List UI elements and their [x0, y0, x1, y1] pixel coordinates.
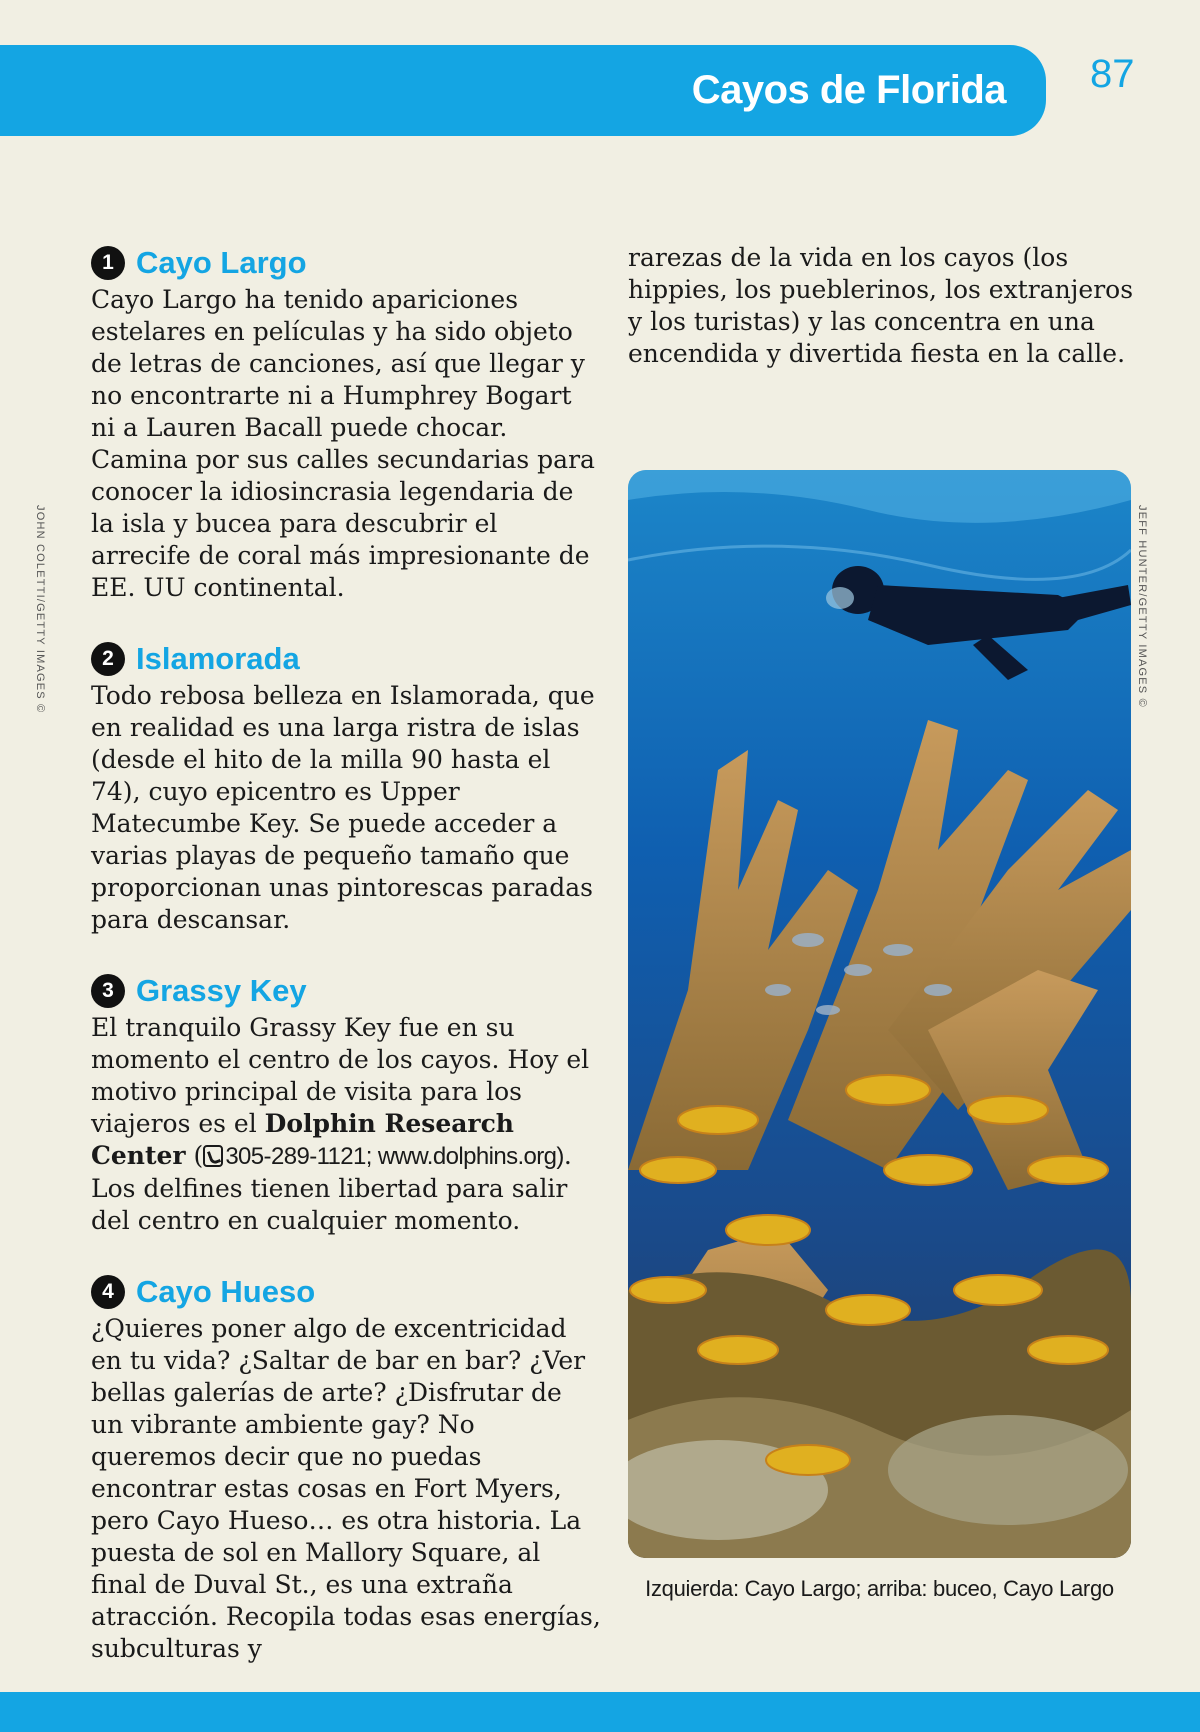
paren-open: (: [185, 1141, 204, 1170]
section-title: Grassy Key: [136, 973, 307, 1008]
section-title: Cayo Hueso: [136, 1274, 316, 1309]
section-title: Islamorada: [136, 641, 300, 676]
left-column: [91, 242, 601, 1699]
right-column: [628, 242, 1138, 370]
section-body: Todo rebosa belleza en Islamorada, que en realidad es una larga ristra de islas (desde el hito de la milla 90 hasta el 74), cuyo epicentro es Upper Matecumbe Key. Se puede acceder a varias playas de pequeño tamaño que proporcionan unas pintorescas paradas para descansar.: [91, 681, 595, 934]
section-number-badge: 2: [91, 642, 125, 676]
section-cayo-hueso: [91, 1271, 601, 1665]
section-body: ¿Quieres poner algo de excentricidad en tu vida? ¿Saltar de bar en bar? ¿Ver bellas galerías de arte? ¿Disfrutar de un vibrante ambiente gay? No queremos decir que no puedas encontrar estas cosas en Fort Myers, pero Cayo Hueso… es otra historia. La puesta de sol en Mallory Square, al final de Duval St., es una extraña atracción. Recopila todas esas energías, subculturas y: [91, 1314, 601, 1663]
page-number: 87: [1090, 52, 1135, 96]
section-cayo-largo: [91, 242, 601, 604]
body-text-after: . Los delfines tienen libertad para salir del centro en cualquier momento.: [91, 1141, 572, 1235]
section-number-badge: 3: [91, 974, 125, 1008]
phone-icon: [203, 1145, 223, 1167]
phone-number: 305-289-1121: [225, 1143, 366, 1170]
header-band: [0, 45, 1046, 136]
section-grassy-key: [91, 970, 601, 1237]
chapter-title: Cayos de Florida: [691, 68, 1006, 112]
section-title: Cayo Largo: [136, 245, 307, 280]
continued-text: rarezas de la vida en los cayos (los hippies, los pueblerinos, los extranjeros y los turistas) y las concentra en una encendida y divertida fiesta en la calle.: [628, 243, 1134, 368]
footer-band: [0, 1692, 1200, 1732]
section-islamorada: [91, 638, 601, 936]
section-body: [91, 1012, 601, 1237]
body-text-before: El tranquilo Grassy Key fue en su momento el centro de los cayos. Hoy el motivo principal de visita para los viajeros es el: [91, 1013, 590, 1138]
section-body: Cayo Largo ha tenido apariciones estelares en películas y ha sido objeto de letras de canciones, así que llegar y no encontrarte ni a Humphrey Bogart ni a Lauren Bacall puede chocar. Camina por sus calles secundarias para conocer la idiosincrasia legendaria de la isla y bucea para descubrir el arrecife de coral más impresionante de EE. UU continental.: [91, 285, 595, 602]
section-number-badge: 4: [91, 1275, 125, 1309]
website-link[interactable]: ; www.dolphins.org): [365, 1143, 564, 1170]
photo-credit-left: JOHN COLETTI/GETTY IMAGES ©: [34, 505, 46, 714]
dolphin-research-center-name: Dolphin Research Center: [91, 1109, 514, 1170]
photo-caption: Izquierda: Cayo Largo; arriba: buceo, Cayo Largo: [645, 1576, 1114, 1601]
section-number-badge: 1: [91, 246, 125, 280]
photo-credit-right: JEFF HUNTER/GETTY IMAGES ©: [1136, 505, 1148, 708]
reef-diver-photo: [628, 470, 1131, 1558]
